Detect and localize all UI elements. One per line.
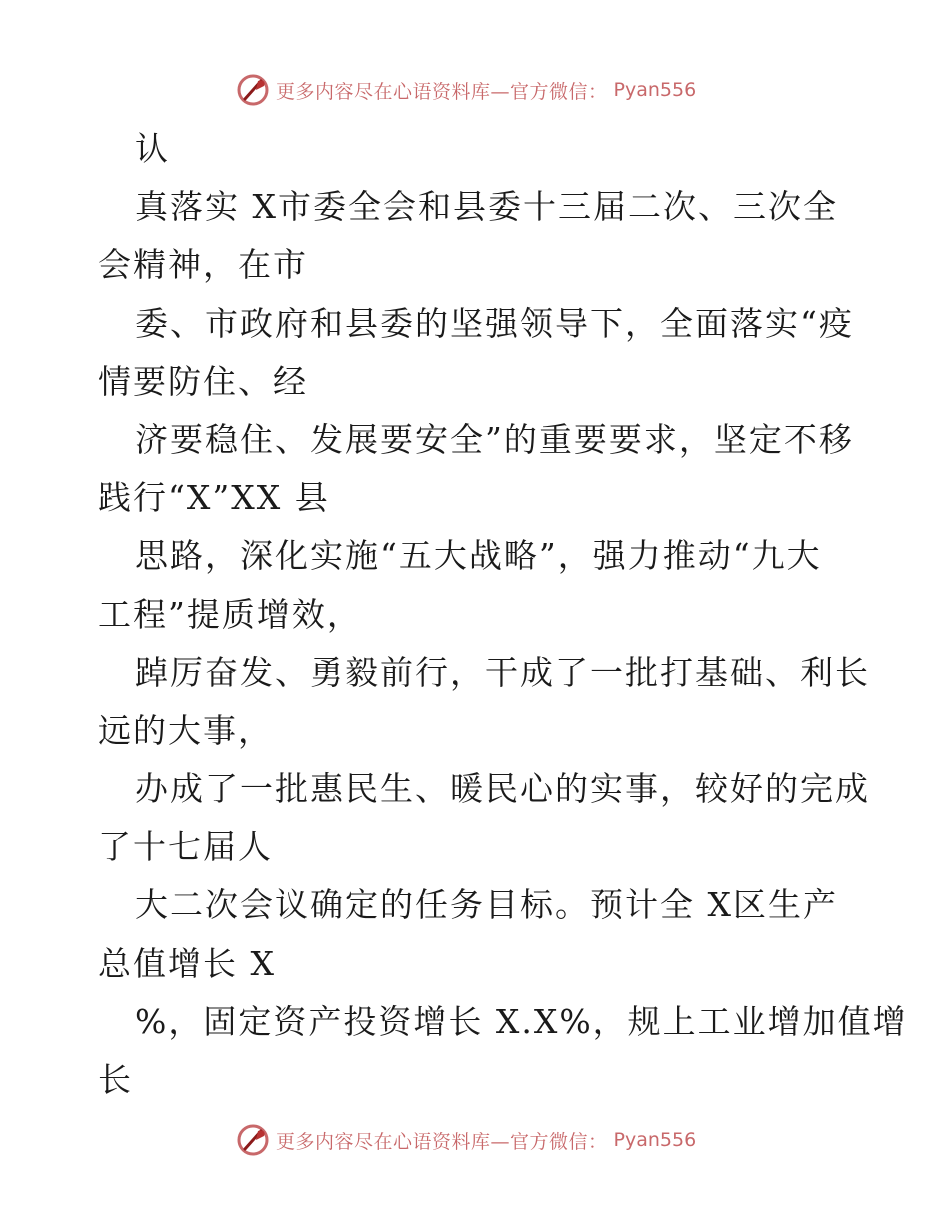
watermark-text: 更多内容尽在心语资料库—官方微信： [276,80,608,103]
watermark-handle: Pyan556 [613,79,697,101]
text-line: 认 [135,129,170,168]
watermark-handle: Pyan556 [613,1129,697,1151]
watermark-footer [236,1122,696,1158]
text-line: 办成了一批惠民生、暖民心的实事，较好的完成 [135,769,870,809]
text-line: 委、市政府和县委的坚强领导下，全面落实“疫 [135,303,854,343]
quill-logo-icon [236,73,270,107]
watermark-header [236,72,696,108]
text-line: 踔厉奋发、勇毅前行，干成了一批打基础、利长 [135,652,870,692]
text-line: 工程”提质增效， [98,594,362,634]
body-text [98,120,908,1109]
text-line: 济要稳住、发展要安全”的重要要求，坚定不移 [135,419,854,459]
text-line: 了十七届人 [98,827,273,867]
text-line: 总值增长 X [98,943,276,983]
text-line: 长 [98,1060,133,1099]
text-line: 大二次会议确定的任务目标。预计全 X区生产 [135,885,838,925]
text-line: 情要防住、经 [98,361,308,401]
text-line: 思路，深化实施“五大战略”，强力推动“九大 [135,536,822,576]
text-line: 远的大事， [98,710,273,750]
quill-logo-icon [236,1123,270,1157]
text-line: 践行“X”XX 县 [98,478,330,518]
text-line: 真落实 X市委全会和县委十三届二次、三次全 [135,187,838,227]
text-line: 会精神，在市 [98,245,308,285]
watermark-text: 更多内容尽在心语资料库—官方微信： [276,1130,608,1153]
text-line: %，固定资产投资增长 X.X%，规上工业增加值增 [135,1001,908,1041]
